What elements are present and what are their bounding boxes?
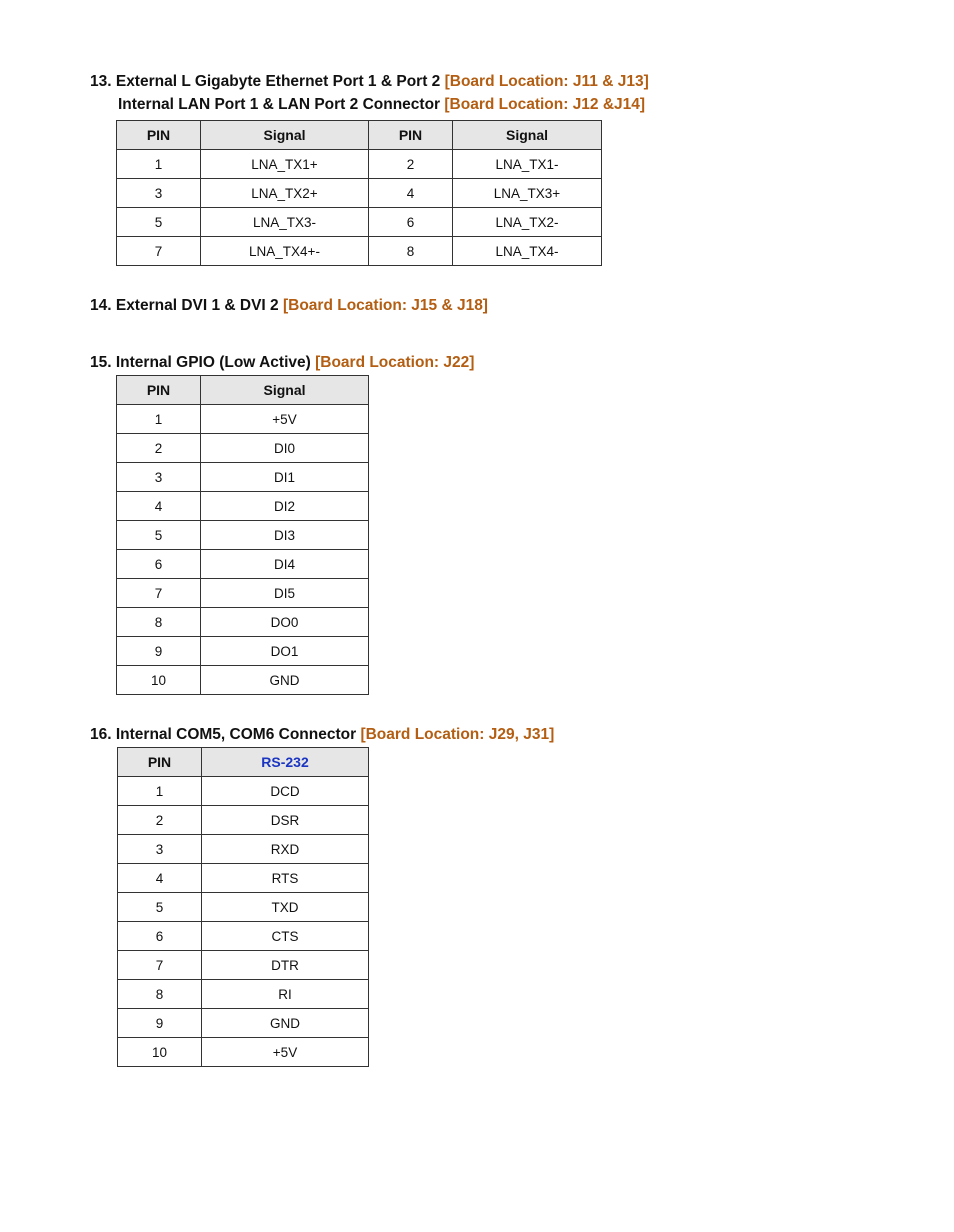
table-cell: LNA_TX4+- (201, 237, 369, 266)
table-cell: LNA_TX2- (453, 208, 602, 237)
table-cell: CTS (202, 922, 369, 951)
table-cell: 3 (117, 179, 201, 208)
section-14-heading (90, 296, 488, 316)
table-row (118, 980, 369, 1009)
table-cell: RXD (202, 835, 369, 864)
section-16-heading (90, 725, 554, 745)
column-header: PIN (118, 748, 202, 777)
table-cell: TXD (202, 893, 369, 922)
table-cell: LNA_TX3+ (453, 179, 602, 208)
gpio-pin-table (116, 375, 369, 695)
table-cell: 7 (117, 237, 201, 266)
lan-pin-table (116, 120, 602, 266)
table-cell: 1 (117, 405, 201, 434)
column-header: PIN (117, 121, 201, 150)
table-row (117, 550, 369, 579)
table-cell: 9 (118, 1009, 202, 1038)
table-cell: 1 (118, 777, 202, 806)
table-row (117, 237, 602, 266)
table-cell: DI1 (201, 463, 369, 492)
table-row (118, 893, 369, 922)
table-cell: 2 (117, 434, 201, 463)
table-row (118, 1038, 369, 1067)
table-cell: 2 (369, 150, 453, 179)
table-cell: 2 (118, 806, 202, 835)
table-cell: 5 (117, 208, 201, 237)
table-cell: DCD (202, 777, 369, 806)
table-cell: GND (201, 666, 369, 695)
table-cell: DO0 (201, 608, 369, 637)
table-cell: 8 (117, 608, 201, 637)
table-cell: 4 (118, 864, 202, 893)
table-cell: DI5 (201, 579, 369, 608)
table-cell: DTR (202, 951, 369, 980)
table-row (117, 434, 369, 463)
table-cell: 5 (118, 893, 202, 922)
column-header: Signal (453, 121, 602, 150)
table-row (117, 579, 369, 608)
table-row (117, 208, 602, 237)
section-14-board-location: [Board Location: J15 & J18] (282, 297, 488, 314)
section-13-sub-board-location: [Board Location: J12 &J14] (444, 96, 646, 113)
table-row (117, 666, 369, 695)
table-cell: +5V (201, 405, 369, 434)
table-row (117, 637, 369, 666)
table-cell: RTS (202, 864, 369, 893)
section-15-heading (90, 353, 474, 373)
section-13-subheading (118, 95, 645, 115)
table-cell: DI4 (201, 550, 369, 579)
table-cell: DI0 (201, 434, 369, 463)
table-row (117, 492, 369, 521)
table-cell: 6 (118, 922, 202, 951)
table-row (118, 777, 369, 806)
column-header: PIN (369, 121, 453, 150)
table-header-row (117, 121, 602, 150)
table-row (118, 1009, 369, 1038)
table-row (118, 864, 369, 893)
table-cell: 1 (117, 150, 201, 179)
section-15-title: 15. Internal GPIO (Low Active) (90, 354, 316, 371)
table-row (117, 150, 602, 179)
table-cell: DI3 (201, 521, 369, 550)
table-cell: 7 (118, 951, 202, 980)
table-cell: DO1 (201, 637, 369, 666)
column-header: Signal (201, 376, 369, 405)
table-cell: 4 (117, 492, 201, 521)
column-header: Signal (201, 121, 369, 150)
table-row (117, 463, 369, 492)
table-cell: 7 (117, 579, 201, 608)
table-cell: 10 (118, 1038, 202, 1067)
table-cell: 3 (117, 463, 201, 492)
column-header: PIN (117, 376, 201, 405)
table-cell: 3 (118, 835, 202, 864)
table-header-row (118, 748, 369, 777)
table-cell: LNA_TX4- (453, 237, 602, 266)
section-13-subtitle: Internal LAN Port 1 & LAN Port 2 Connector (118, 96, 445, 113)
com-pin-table (117, 747, 369, 1067)
section-16-board-location: [Board Location: J29, J31] (360, 726, 555, 743)
table-row (118, 835, 369, 864)
table-cell: LNA_TX1+ (201, 150, 369, 179)
table-cell: LNA_TX3- (201, 208, 369, 237)
table-cell: RI (202, 980, 369, 1009)
table-row (118, 951, 369, 980)
section-13-heading (90, 72, 649, 92)
table-row (117, 405, 369, 434)
table-row (118, 806, 369, 835)
table-row (117, 608, 369, 637)
table-cell: DSR (202, 806, 369, 835)
table-cell: LNA_TX2+ (201, 179, 369, 208)
table-cell: 4 (369, 179, 453, 208)
table-cell: 10 (117, 666, 201, 695)
table-header-row (117, 376, 369, 405)
table-cell: 5 (117, 521, 201, 550)
section-13-title: 13. External L Gigabyte Ethernet Port 1 & Port 2 (90, 73, 445, 90)
section-13-board-location: [Board Location: J11 & J13] (444, 73, 649, 90)
section-16-title: 16. Internal COM5, COM6 Connector (90, 726, 361, 743)
table-cell: DI2 (201, 492, 369, 521)
table-cell: 6 (117, 550, 201, 579)
table-row (117, 179, 602, 208)
section-15-board-location: [Board Location: J22] (315, 354, 475, 371)
table-cell: 8 (369, 237, 453, 266)
table-row (118, 922, 369, 951)
table-cell: 8 (118, 980, 202, 1009)
table-row (117, 521, 369, 550)
column-header: RS-232 (202, 748, 369, 777)
section-14-title: 14. External DVI 1 & DVI 2 (90, 297, 283, 314)
table-cell: GND (202, 1009, 369, 1038)
table-cell: +5V (202, 1038, 369, 1067)
table-cell: 9 (117, 637, 201, 666)
table-cell: LNA_TX1- (453, 150, 602, 179)
table-cell: 6 (369, 208, 453, 237)
